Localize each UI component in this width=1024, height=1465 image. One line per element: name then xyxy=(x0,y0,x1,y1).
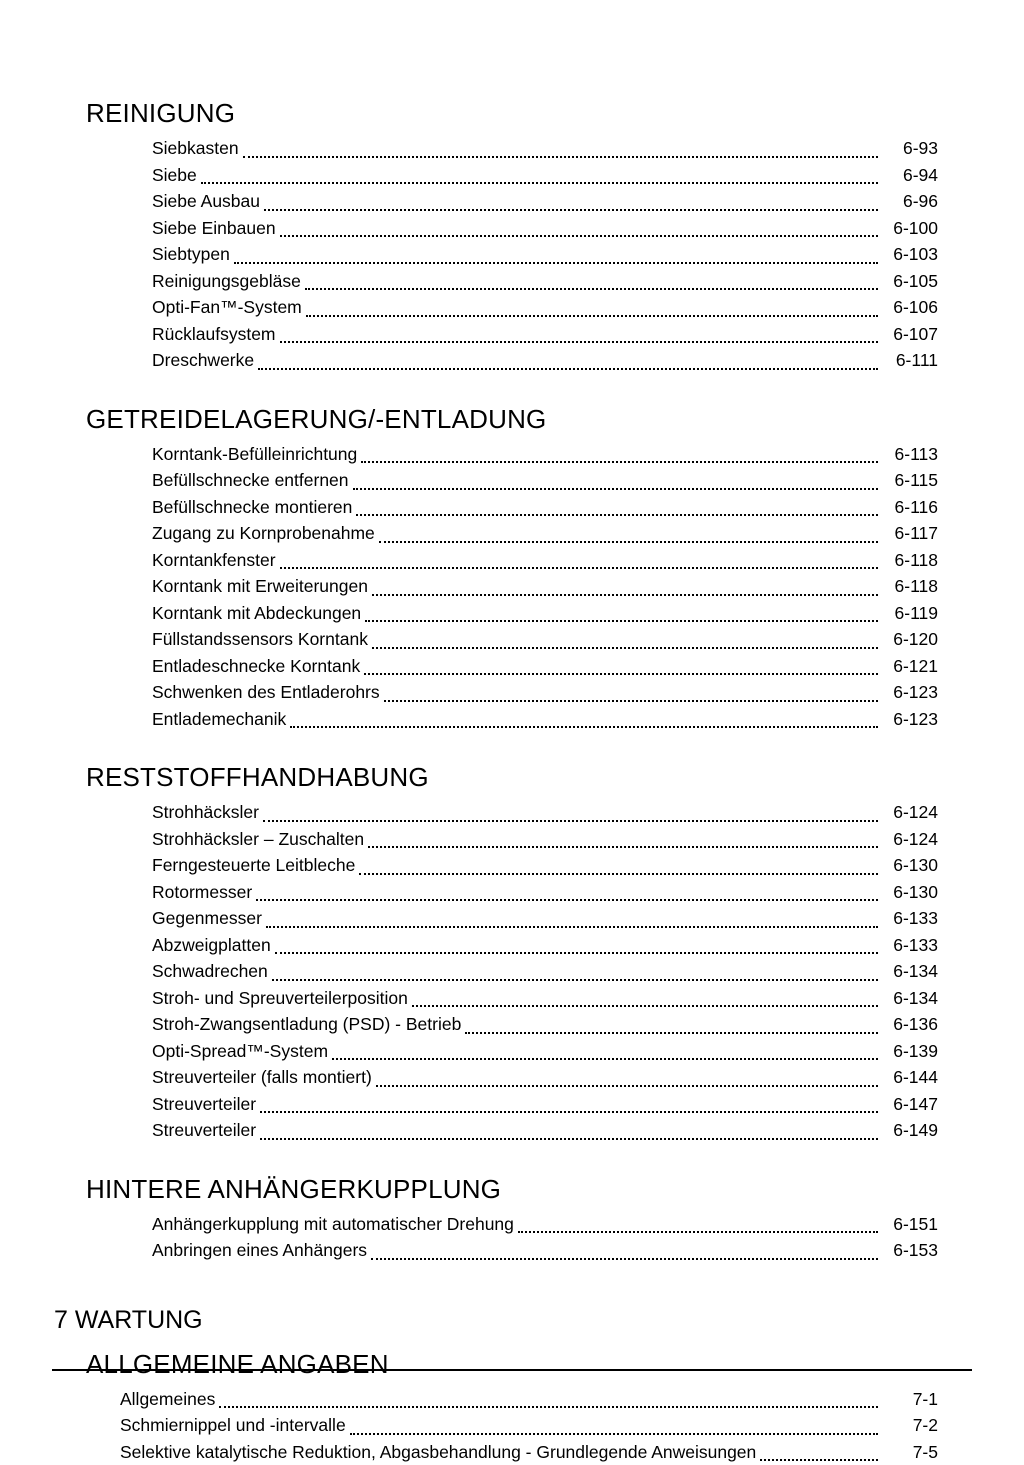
toc-entry-page: 6-119 xyxy=(882,600,938,627)
section-heading: RESTSTOFFHANDHABUNG xyxy=(86,762,938,793)
toc-entry-title: Ferngesteuerte Leitbleche xyxy=(152,852,355,879)
toc-entry-title: Schmiernippel und -intervalle xyxy=(120,1412,346,1439)
toc-entry[interactable] xyxy=(86,1412,938,1439)
section-heading: HINTERE ANHÄNGERKUPPLUNG xyxy=(86,1174,938,1205)
toc-entry-page: 6-96 xyxy=(882,188,938,215)
dot-leader xyxy=(266,925,878,928)
toc-entry-page: 6-116 xyxy=(882,494,938,521)
toc-entry[interactable] xyxy=(86,467,938,494)
toc-entry-page: 6-121 xyxy=(882,653,938,680)
toc-entry[interactable] xyxy=(86,626,938,653)
toc-entry[interactable] xyxy=(86,1211,938,1238)
toc-entry[interactable] xyxy=(86,1117,938,1144)
dot-leader xyxy=(263,819,878,822)
toc-entry-title: Abzweigplatten xyxy=(152,932,271,959)
toc-section-getreidelagerung xyxy=(86,404,938,733)
dot-leader xyxy=(306,314,878,317)
toc-entry-page: 6-134 xyxy=(882,958,938,985)
toc-entry-page: 6-107 xyxy=(882,321,938,348)
toc-entry-title: Korntank mit Erweiterungen xyxy=(152,573,368,600)
toc-entry-page: 6-94 xyxy=(882,162,938,189)
toc-entry-page: 6-134 xyxy=(882,985,938,1012)
toc-entry-page: 6-120 xyxy=(882,626,938,653)
toc-entry[interactable] xyxy=(86,905,938,932)
toc-entry-title: Befüllschnecke montieren xyxy=(152,494,352,521)
toc-section-reststoffhandhabung xyxy=(86,762,938,1144)
toc-entry-title: Siebtypen xyxy=(152,241,230,268)
toc-entry[interactable] xyxy=(86,600,938,627)
dot-leader xyxy=(219,1405,878,1408)
dot-leader xyxy=(350,1432,878,1435)
toc-entry-title: Schwenken des Entladerohrs xyxy=(152,679,380,706)
toc-entry[interactable] xyxy=(86,294,938,321)
toc-entry[interactable] xyxy=(86,1237,938,1264)
toc-entry-page: 6-115 xyxy=(882,467,938,494)
toc-entry-page: 6-124 xyxy=(882,826,938,853)
toc-entry-title: Opti-Spread™-System xyxy=(152,1038,328,1065)
toc-entry-page: 6-133 xyxy=(882,905,938,932)
dot-leader xyxy=(243,155,878,158)
dot-leader xyxy=(290,725,878,728)
toc-entry-title: Opti-Fan™-System xyxy=(152,294,302,321)
toc-entry-page: 6-139 xyxy=(882,1038,938,1065)
toc-entry-page: 6-151 xyxy=(882,1211,938,1238)
toc-entry[interactable] xyxy=(86,958,938,985)
toc-entry[interactable] xyxy=(86,679,938,706)
dot-leader xyxy=(305,287,878,290)
toc-entry-title: Anhängerkupplung mit automatischer Drehung xyxy=(152,1211,514,1238)
toc-entry[interactable] xyxy=(86,135,938,162)
dot-leader xyxy=(260,1110,878,1113)
toc-entry-title: Zugang zu Kornprobenahme xyxy=(152,520,375,547)
dot-leader xyxy=(264,208,878,211)
toc-entry-title: Siebkasten xyxy=(152,135,239,162)
dot-leader xyxy=(371,1257,878,1260)
toc-entry-title: Siebe xyxy=(152,162,197,189)
toc-entry[interactable] xyxy=(86,985,938,1012)
toc-entry-title: Schwadrechen xyxy=(152,958,268,985)
toc-entry-page: 6-100 xyxy=(882,215,938,242)
toc-entry[interactable] xyxy=(86,1439,938,1465)
toc-entry-page: 6-144 xyxy=(882,1064,938,1091)
toc-entry-title: Füllstandssensors Korntank xyxy=(152,626,368,653)
toc-entry-page: 6-130 xyxy=(882,879,938,906)
dot-leader xyxy=(372,593,878,596)
toc-entry[interactable] xyxy=(86,1011,938,1038)
dot-leader xyxy=(356,513,878,516)
toc-entry[interactable] xyxy=(86,188,938,215)
toc-entry[interactable] xyxy=(86,162,938,189)
toc-entry-page: 7-1 xyxy=(882,1386,938,1413)
section-heading: ALLGEMEINE ANGABEN xyxy=(86,1349,938,1380)
toc-entry-title: Streuverteiler (falls montiert) xyxy=(152,1064,372,1091)
chapter-heading: 7 WARTUNG xyxy=(54,1306,938,1335)
toc-entry[interactable] xyxy=(86,826,938,853)
toc-entry-page: 6-118 xyxy=(882,573,938,600)
dot-leader xyxy=(359,872,878,875)
toc-entry-page: 6-123 xyxy=(882,706,938,733)
dot-leader xyxy=(518,1230,878,1233)
section-heading: REINIGUNG xyxy=(86,98,938,129)
toc-entry-page: 6-105 xyxy=(882,268,938,295)
toc-entry[interactable] xyxy=(86,932,938,959)
toc-entry-page: 6-124 xyxy=(882,799,938,826)
toc-entry[interactable] xyxy=(86,494,938,521)
toc-entry[interactable] xyxy=(86,879,938,906)
dot-leader xyxy=(465,1031,878,1034)
dot-leader xyxy=(368,845,878,848)
toc-entry-title: Dreschwerke xyxy=(152,347,254,374)
toc-entry-page: 6-153 xyxy=(882,1237,938,1264)
toc-entry-page: 7-5 xyxy=(882,1439,938,1465)
toc-entry-page: 6-133 xyxy=(882,932,938,959)
toc-entry-title: Rücklaufsystem xyxy=(152,321,276,348)
toc-entry-page: 6-147 xyxy=(882,1091,938,1118)
dot-leader xyxy=(760,1458,878,1461)
toc-entry[interactable] xyxy=(86,852,938,879)
dot-leader xyxy=(280,340,878,343)
toc-entry-title: Gegenmesser xyxy=(152,905,262,932)
toc-entry-page: 6-113 xyxy=(882,441,938,468)
toc-entry-title: Streuverteiler xyxy=(152,1117,256,1144)
dot-leader xyxy=(332,1057,878,1060)
toc-entry-title: Befüllschnecke entfernen xyxy=(152,467,349,494)
toc-entry[interactable] xyxy=(86,547,938,574)
dot-leader xyxy=(364,672,878,675)
toc-entry[interactable] xyxy=(86,799,938,826)
toc-entry-title: Streuverteiler xyxy=(152,1091,256,1118)
dot-leader xyxy=(379,540,878,543)
toc-entry-title: Reinigungsgebläse xyxy=(152,268,301,295)
toc-entry-page: 6-118 xyxy=(882,547,938,574)
toc-entry-title: Allgemeines xyxy=(120,1386,215,1413)
toc-entry-title: Rotormesser xyxy=(152,879,252,906)
toc-chapter-7 xyxy=(86,1306,938,1465)
toc-entry-page: 6-136 xyxy=(882,1011,938,1038)
dot-leader xyxy=(275,951,878,954)
toc-entry-page: 6-111 xyxy=(882,347,938,374)
toc-entry-title: Stroh-Zwangsentladung (PSD) - Betrieb xyxy=(152,1011,461,1038)
toc-entry-title: Anbringen eines Anhängers xyxy=(152,1237,367,1264)
toc-entry[interactable] xyxy=(86,321,938,348)
toc-entry[interactable] xyxy=(86,1064,938,1091)
dot-leader xyxy=(256,898,878,901)
toc-section-anhaengerkupplung xyxy=(86,1174,938,1264)
toc-entry-title: Entlademechanik xyxy=(152,706,286,733)
dot-leader xyxy=(384,699,878,702)
dot-leader xyxy=(376,1084,878,1087)
dot-leader xyxy=(412,1004,878,1007)
toc-entry[interactable] xyxy=(86,573,938,600)
toc-entry[interactable] xyxy=(86,241,938,268)
dot-leader xyxy=(280,234,878,237)
dot-leader xyxy=(353,487,878,490)
toc-entry-title: Siebe Einbauen xyxy=(152,215,276,242)
toc-entry-title: Entladeschnecke Korntank xyxy=(152,653,360,680)
toc-entry[interactable] xyxy=(86,347,938,374)
toc-entry[interactable] xyxy=(86,1386,938,1413)
toc-entry-page: 6-123 xyxy=(882,679,938,706)
dot-leader xyxy=(361,460,878,463)
toc-entry-title: Korntankfenster xyxy=(152,547,276,574)
toc-entry-title: Strohhäcksler – Zuschalten xyxy=(152,826,364,853)
toc-entry-title: Siebe Ausbau xyxy=(152,188,260,215)
toc-entry-title: Strohhäcksler xyxy=(152,799,259,826)
toc-entry-title: Stroh- und Spreuverteilerposition xyxy=(152,985,408,1012)
toc-entry[interactable] xyxy=(86,1038,938,1065)
toc-entry[interactable] xyxy=(86,706,938,733)
dot-leader xyxy=(280,566,878,569)
toc-entry-page: 6-93 xyxy=(882,135,938,162)
dot-leader xyxy=(258,367,878,370)
toc-entry-page: 6-106 xyxy=(882,294,938,321)
toc-entry[interactable] xyxy=(86,653,938,680)
dot-leader xyxy=(272,978,878,981)
dot-leader xyxy=(365,619,878,622)
dot-leader xyxy=(201,181,878,184)
toc-entry[interactable] xyxy=(86,215,938,242)
toc-entry-title: Selektive katalytische Reduktion, Abgasbehandlung - Grundlegende Anweisungen xyxy=(120,1439,756,1465)
toc-entry[interactable] xyxy=(86,1091,938,1118)
footer-divider xyxy=(52,1369,972,1371)
toc-section-reinigung xyxy=(86,98,938,374)
toc-entry[interactable] xyxy=(86,268,938,295)
toc-entry-page: 6-149 xyxy=(882,1117,938,1144)
toc-entry-page: 6-117 xyxy=(882,520,938,547)
dot-leader xyxy=(260,1137,878,1140)
toc-entry-page: 7-2 xyxy=(882,1412,938,1439)
dot-leader xyxy=(372,646,878,649)
toc-entry-title: Korntank-Befülleinrichtung xyxy=(152,441,357,468)
toc-entry-title: Korntank mit Abdeckungen xyxy=(152,600,361,627)
dot-leader xyxy=(234,261,878,264)
section-heading: GETREIDELAGERUNG/-ENTLADUNG xyxy=(86,404,938,435)
toc-entry[interactable] xyxy=(86,441,938,468)
toc-entry-page: 6-103 xyxy=(882,241,938,268)
toc-entry-page: 6-130 xyxy=(882,852,938,879)
toc-entry[interactable] xyxy=(86,520,938,547)
